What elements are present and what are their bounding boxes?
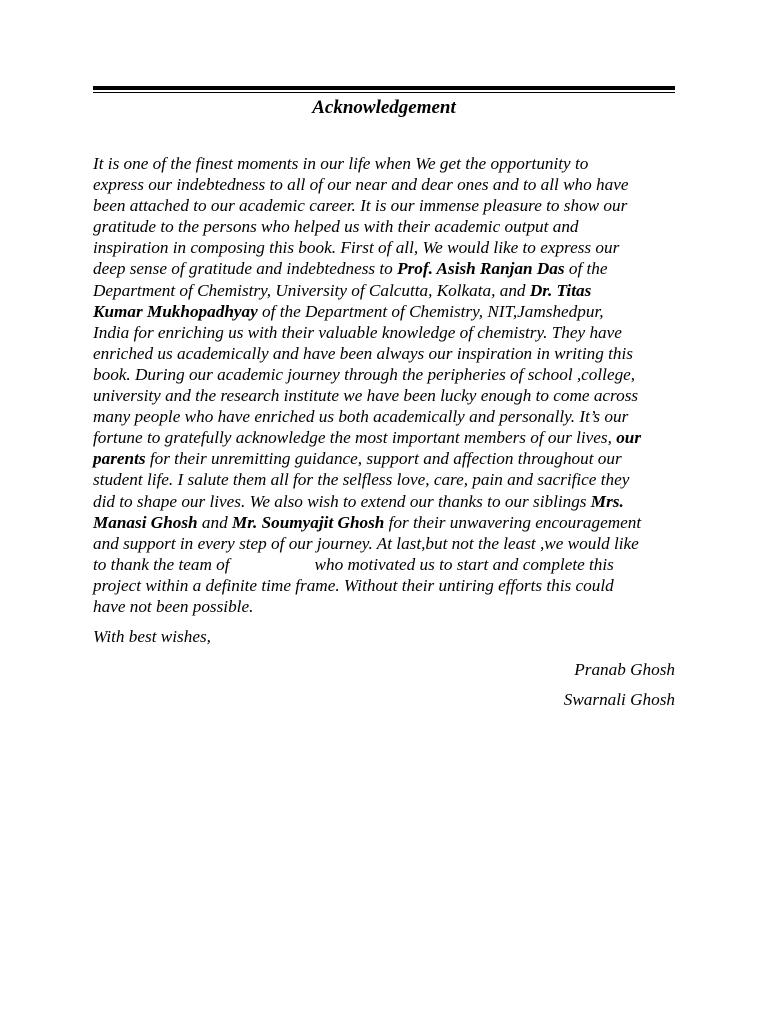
body-line: Department of Chemistry, University of Calcutta, Kolkata, and Dr. Titas bbox=[93, 280, 592, 300]
body-line: fortune to gratefully acknowledge the most important members of our lives, our bbox=[93, 428, 642, 448]
document-page bbox=[93, 86, 675, 710]
emphasis-our-parents-part1: our bbox=[616, 428, 642, 448]
body-line: and support in every step of our journey. At last,but not the least ,we would like bbox=[93, 533, 639, 553]
name-mrs-part1: Mrs. bbox=[590, 491, 624, 511]
closing-line: With best wishes, bbox=[93, 627, 211, 647]
body-line: to thank the team of who motivated us to start and complete this bbox=[93, 554, 614, 574]
body-line: India for enriching us with their valuable knowledge of chemistry. They have bbox=[93, 322, 622, 342]
name-mr-soumyajit-ghosh: Mr. Soumyajit Ghosh bbox=[231, 512, 385, 532]
body-line: university and the research institute we have been lucky enough to come across bbox=[93, 386, 639, 406]
body-line: been attached to our academic career. It is our immense pleasure to show our bbox=[93, 196, 628, 216]
signature-pranab-ghosh: Pranab Ghosh bbox=[574, 660, 675, 680]
body-line: gratitude to the persons who helped us with their academic output and bbox=[93, 217, 579, 237]
body-line: have not been possible. bbox=[93, 596, 254, 616]
body-line: inspiration in composing this book. First of all, We would like to express our bbox=[93, 238, 620, 258]
emphasis-our-parents-part2: parents bbox=[93, 449, 146, 469]
signature-swarnali-ghosh: Swarnali Ghosh bbox=[563, 690, 675, 710]
name-prof-asish-ranjan-das: Prof. Asish Ranjan Das bbox=[397, 259, 565, 279]
body-line: project within a definite time frame. Without their untiring efforts this could bbox=[93, 575, 614, 595]
body-line: book. During our academic journey through the peripheries of school ,college, bbox=[93, 364, 636, 384]
name-dr-titas-part1: Dr. Titas bbox=[529, 280, 592, 300]
body-line: It is one of the finest moments in our life when We get the opportunity to bbox=[93, 154, 589, 173]
name-dr-titas-part2: Kumar Mukhopadhyay bbox=[93, 301, 258, 321]
name-manasi-ghosh: Manasi Ghosh bbox=[93, 512, 198, 532]
body-line: enriched us academically and have been always our inspiration in writing this bbox=[93, 343, 633, 363]
body-line: parents for their unremitting guidance, support and affection throughout our bbox=[93, 449, 622, 469]
header-rule-thin bbox=[93, 92, 675, 93]
body-line: Kumar Mukhopadhyay of the Department of Chemistry, NIT,Jamshedpur, bbox=[93, 301, 604, 321]
body-line: deep sense of gratitude and indebtedness to Prof. Asish Ranjan Das of the bbox=[93, 259, 608, 279]
body-line: student life. I salute them all for the selfless love, care, pain and sacrifice they bbox=[93, 470, 630, 490]
page-title: Acknowledgement bbox=[312, 97, 456, 118]
body-line: Manasi Ghosh and Mr. Soumyajit Ghosh for their unwavering encouragement bbox=[93, 512, 642, 532]
body-line: did to shape our lives. We also wish to extend our thanks to our siblings Mrs. bbox=[93, 491, 624, 511]
body-line: many people who have enriched us both academically and personally. It’s our bbox=[93, 407, 629, 427]
body-line: express our indebtedness to all of our near and dear ones and to all who have bbox=[93, 175, 629, 195]
acknowledgement-body bbox=[93, 153, 675, 617]
header-rule-thick bbox=[93, 86, 675, 90]
